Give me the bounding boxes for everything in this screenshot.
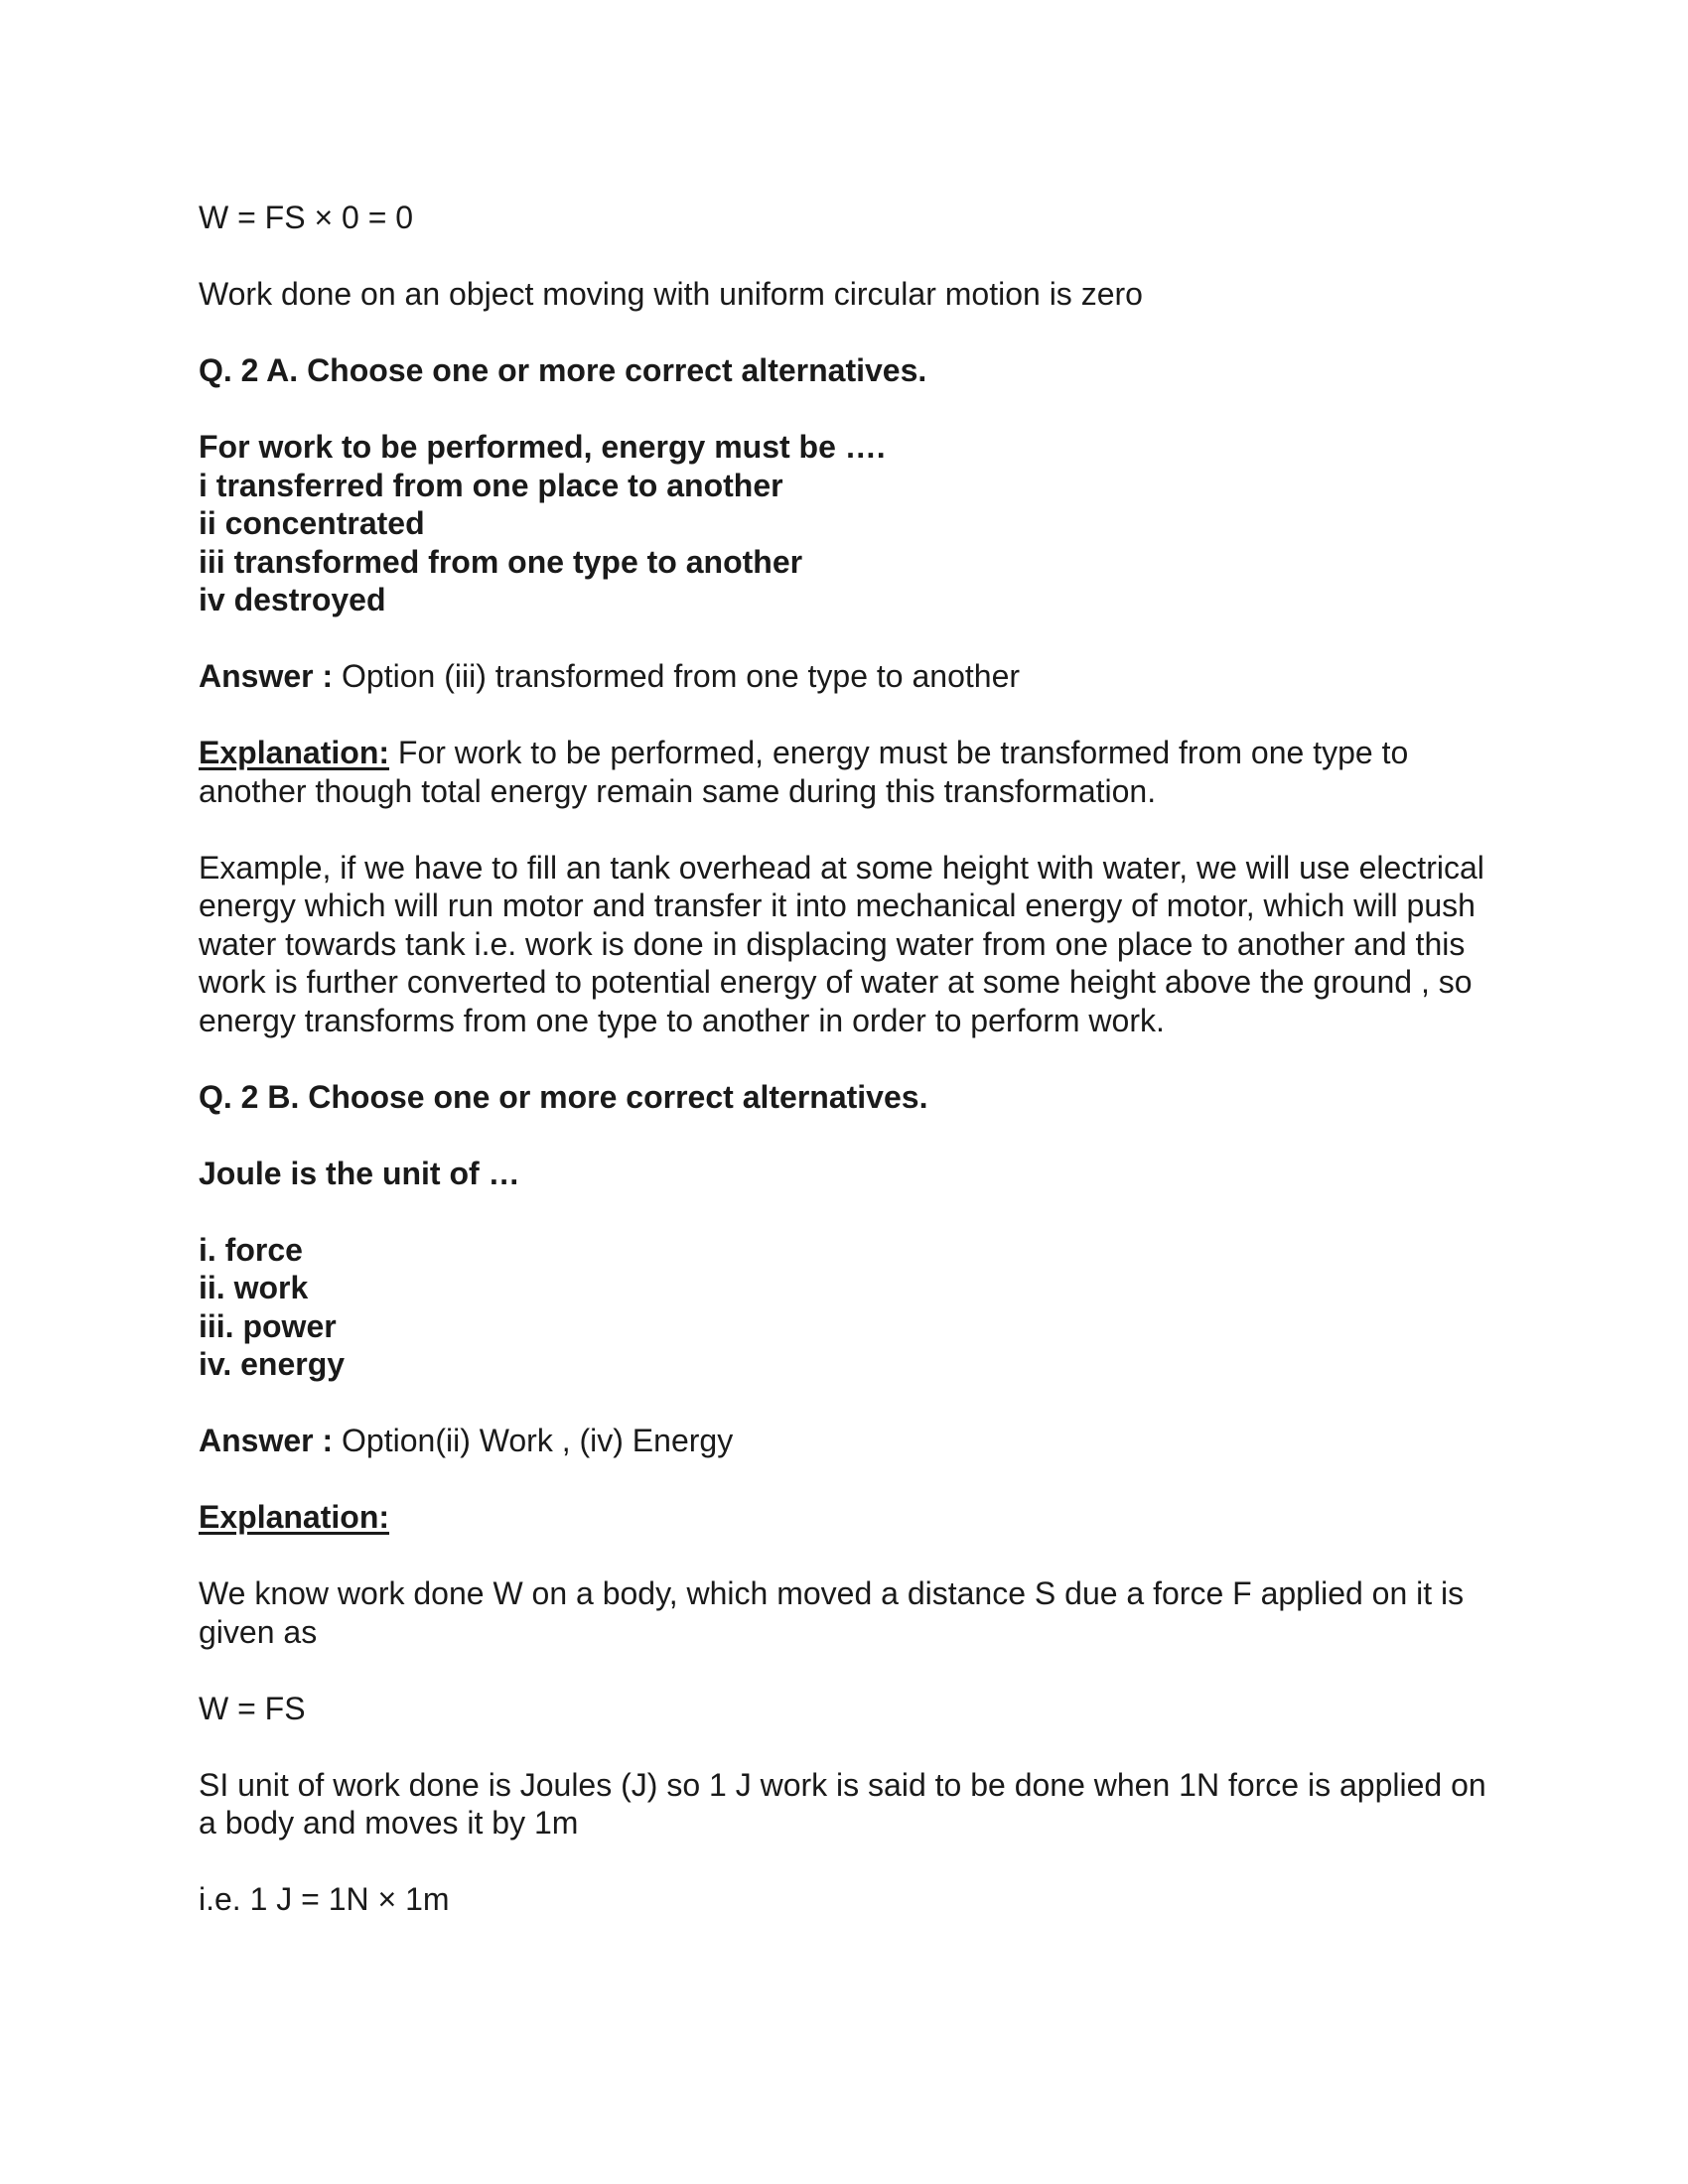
q2a-option-ii: ii concentrated bbox=[199, 505, 425, 541]
q2a-question-block bbox=[199, 428, 1489, 619]
q2b-question: Joule is the unit of … bbox=[199, 1155, 520, 1191]
q2a-option-iv: iv destroyed bbox=[199, 582, 386, 617]
q2b-paragraph-1: We know work done W on a body, which moved a distance S due a force F applied on it is given as bbox=[199, 1575, 1465, 1650]
work-formula: W = FS × 0 = 0 bbox=[199, 200, 414, 235]
q2b-explanation-label: Explanation: bbox=[199, 1499, 390, 1535]
q2a-answer bbox=[199, 657, 1489, 696]
q2b-options bbox=[199, 1231, 1489, 1384]
q2b-paragraph-2: SI unit of work done is Joules (J) so 1 J work is said to be done when 1N force is applied on a body and moves it by 1m bbox=[199, 1766, 1486, 1841]
q2b-answer bbox=[199, 1422, 1489, 1460]
q2a-explanation bbox=[199, 734, 1489, 810]
q2a-answer-label: Answer : bbox=[199, 658, 334, 694]
circular-motion-conclusion: Work done on an object moving with uniform circular motion is zero bbox=[199, 276, 1143, 312]
q2b-explanation-heading bbox=[199, 1498, 1489, 1537]
q2a-example: Example, if we have to fill an tank overhead at some height with water, we will use electrical energy which will run motor and transfer it into mechanical energy of motor, which will push water towards tank i.e. work is done in displacing water from one place to another and this work is further converted to potential energy of water at some height above the ground , so energy transforms from one type to another in order to perform work. bbox=[199, 849, 1484, 1038]
q2a-option-iii: iii transformed from one type to another bbox=[199, 543, 803, 580]
q2a-explanation-label: Explanation: bbox=[199, 735, 390, 770]
q2b-answer-text: Option(ii) Work , (iv) Energy bbox=[333, 1423, 734, 1458]
q2b-option-i: i. force bbox=[199, 1231, 303, 1268]
q2a-option-i: i transferred from one place to another bbox=[199, 467, 783, 503]
q2b-option-iii: iii. power bbox=[199, 1307, 337, 1344]
q2a-explanation-text: For work to be performed, energy must be transformed from one type to another though total energy remain same during this transformation. bbox=[199, 735, 1409, 809]
q2a-question: For work to be performed, energy must be …. bbox=[199, 429, 886, 465]
q2b-answer-label: Answer : bbox=[199, 1423, 334, 1458]
q2b-option-iv: iv. energy bbox=[199, 1346, 346, 1382]
q2b-option-ii: ii. work bbox=[199, 1270, 309, 1305]
q2a-answer-text: Option (iii) transformed from one type to another bbox=[333, 658, 1021, 694]
q2b-formula: W = FS bbox=[199, 1690, 306, 1726]
q2a-heading: Q. 2 A. Choose one or more correct alternatives. bbox=[199, 352, 927, 388]
q2b-formula-2: i.e. 1 J = 1N × 1m bbox=[199, 1881, 450, 1917]
q2b-heading: Q. 2 B. Choose one or more correct alternatives. bbox=[199, 1078, 928, 1115]
document-content bbox=[199, 199, 1489, 1957]
